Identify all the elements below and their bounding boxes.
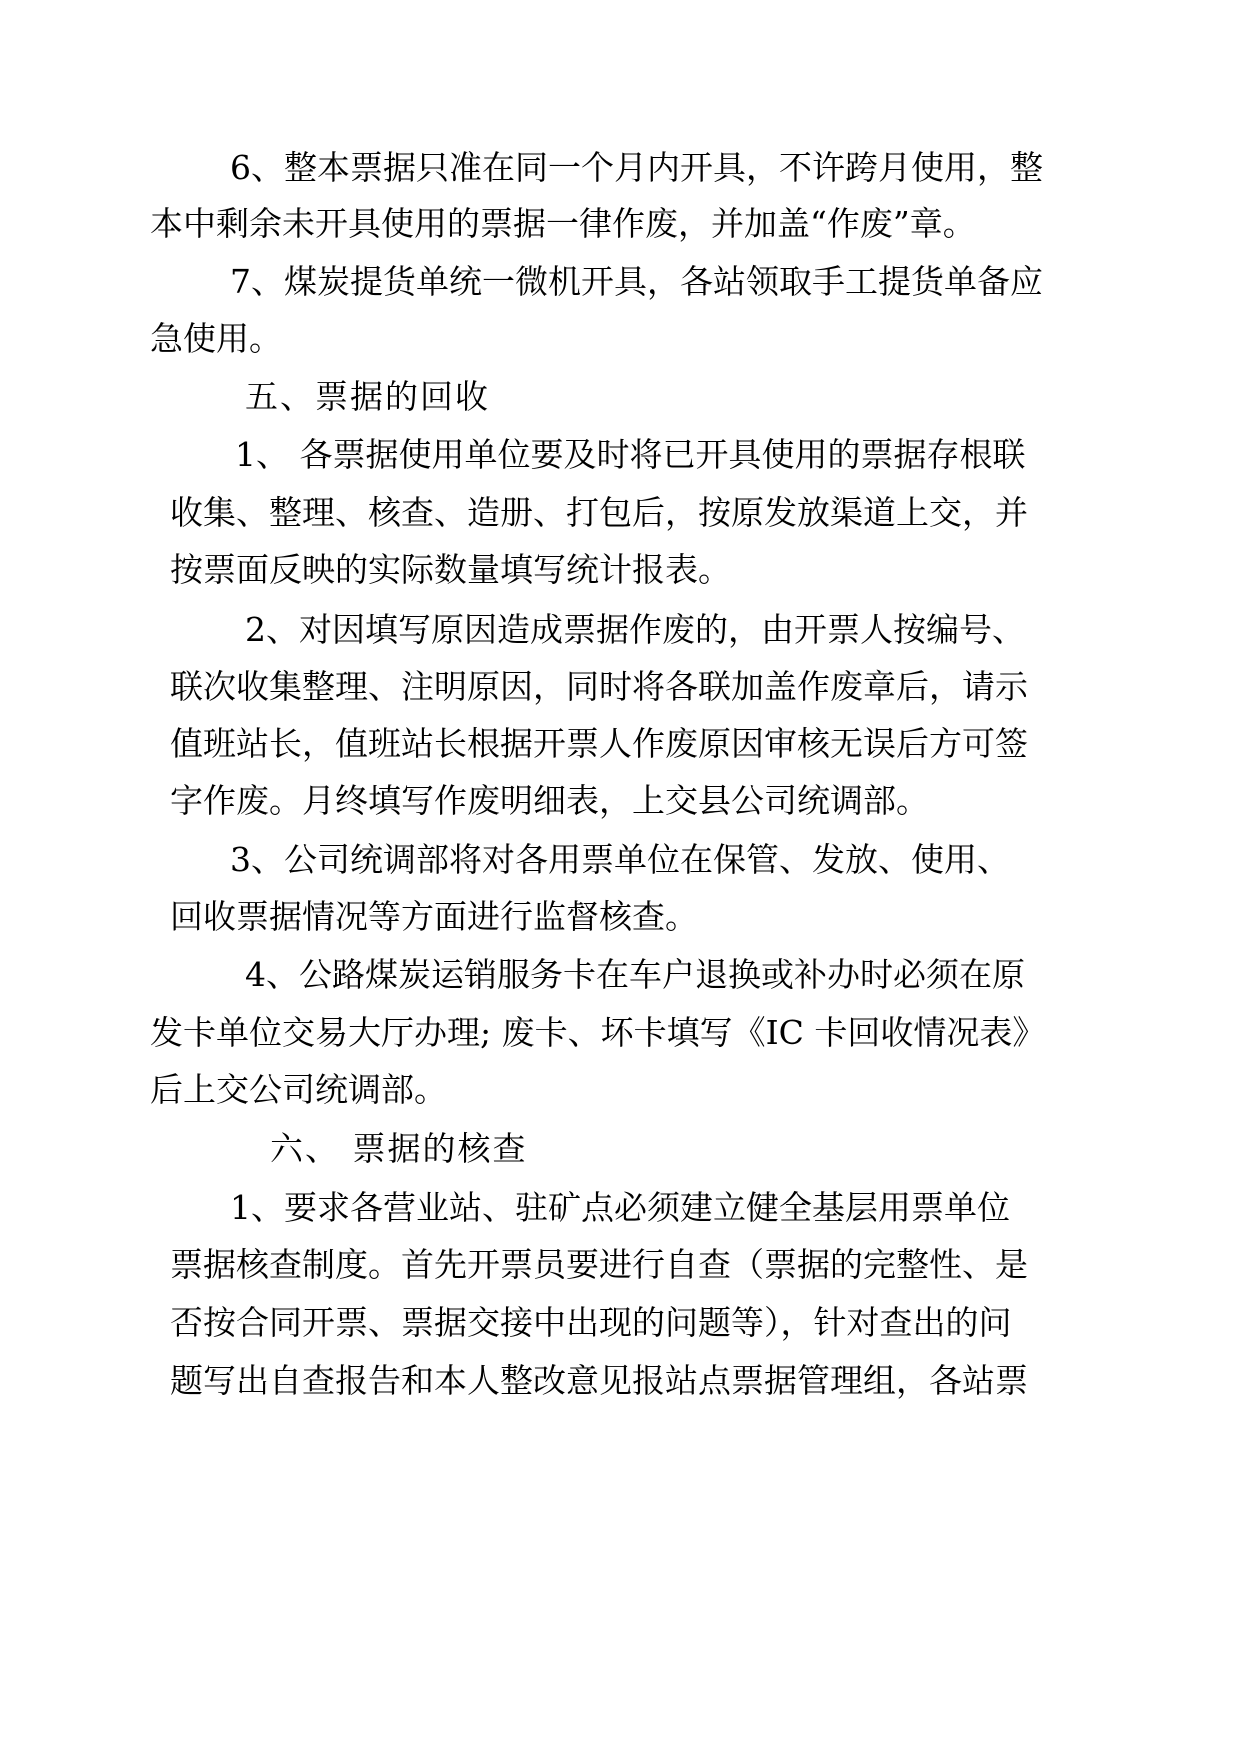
section-5-item-4-line-2: 发卡单位交易大厅办理; 废卡、坏卡填写《IC 卡回收情况表》 xyxy=(150,1013,1046,1052)
section-6-heading: 六、 票据的核查 xyxy=(270,1129,528,1168)
paragraph-6-line-2: 本中剩余未开具使用的票据一律作废，并加盖“作废”章。 xyxy=(150,204,976,243)
section-5-item-1-line-3: 按票面反映的实际数量填写统计报表。 xyxy=(170,550,731,589)
section-5-item-3-line-1: 3、公司统调部将对各用票单位在保管、发放、使用、 xyxy=(230,840,1010,879)
section-6-item-1-line-3: 否按合同开票、票据交接中出现的问题等），针对查出的问 xyxy=(170,1303,1012,1342)
section-5-item-4-line-1: 4、公路煤炭运销服务卡在车户退换或补办时必须在原 xyxy=(245,955,1025,994)
section-6-item-1-line-4: 题写出自查报告和本人整改意见报站点票据管理组，各站票 xyxy=(170,1361,1028,1400)
section-5-item-3-line-2: 回收票据情况等方面进行监督核查。 xyxy=(170,897,698,936)
paragraph-6-line-1: 6、整本票据只准在同一个月内开具，不许跨月使用，整 xyxy=(230,148,1043,187)
section-5-item-2-line-3: 值班站长，值班站长根据开票人作废原因审核无误后方可签 xyxy=(170,724,1028,763)
section-6-item-1-line-2: 票据核查制度。首先开票员要进行自查（票据的完整性、是 xyxy=(170,1245,1028,1284)
section-5-item-1-line-1: 1、 各票据使用单位要及时将已开具使用的票据存根联 xyxy=(235,435,1026,474)
section-5-item-2-line-2: 联次收集整理、注明原因，同时将各联加盖作废章后，请示 xyxy=(170,667,1028,706)
section-5-item-1-line-2: 收集、整理、核查、造册、打包后，按原发放渠道上交，并 xyxy=(170,493,1028,532)
paragraph-7-line-1: 7、煤炭提货单统一微机开具，各站领取手工提货单备应 xyxy=(230,262,1043,301)
section-5-item-2-line-4: 字作废。月终填写作废明细表，上交县公司统调部。 xyxy=(170,781,929,820)
paragraph-7-line-2: 急使用。 xyxy=(150,319,282,358)
section-6-item-1-line-1: 1、要求各营业站、驻矿点必须建立健全基层用票单位 xyxy=(230,1188,1010,1227)
section-5-heading: 五、票据的回收 xyxy=(245,377,490,416)
section-5-item-4-line-3: 后上交公司统调部。 xyxy=(150,1070,447,1109)
section-5-item-2-line-1: 2、对因填写原因造成票据作废的，由开票人按编号、 xyxy=(245,610,1025,649)
